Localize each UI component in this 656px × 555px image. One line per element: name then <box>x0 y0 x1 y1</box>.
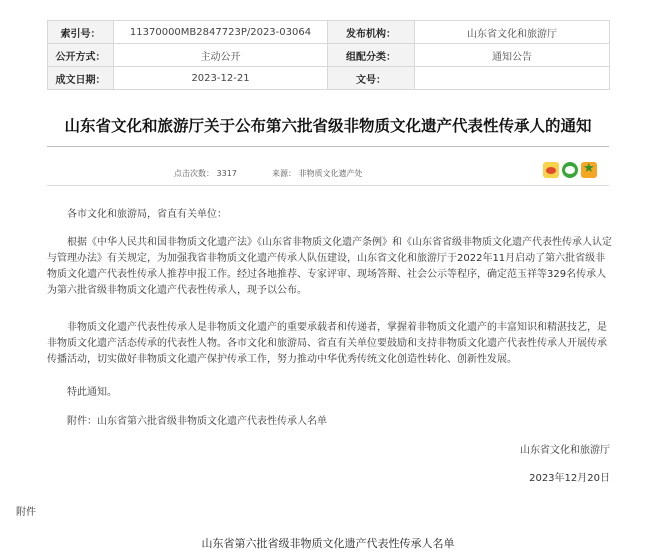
issuer-value: 山东省文化和旅游厅 <box>415 21 610 44</box>
document-meta-table <box>47 20 610 90</box>
body-paragraph-2: 非物质文化遗产代表性传承人是非物质文化遗产的重要承载者和传递者，掌握着非物质文化遗产的丰富知识和精湛技艺，是非物质文化遗产活态传承的代表性人物。各市文化和旅游局、省直有关单位要鼓励和支持非物质文化遗产代表性传承人开展传承传播活动，切实做好非物质文化遗产保护传承工作，努力推动中华优秀传统文化创造性转化、创新性发展。 <box>47 322 607 365</box>
index-value: 11370000MB2847723P/2023-03064 <box>114 21 328 44</box>
category-label: 组配分类： <box>328 44 415 67</box>
body-paragraph-1: 根据《中华人民共和国非物质文化遗产法》《山东省非物质文化遗产条例》和《山东省省级非物质文化遗产代表性传承人认定与管理办法》有关规定，为加强我省非物质文化遗产传承人队伍建设，山东省文化和旅游厅于2022年11月启动了第六批省级非物质文化遗产代表性传承人推荐申报工作。经过各地推荐、专家评审、现场答辩、社会公示等程序，确定范玉祥等329名传承人为第六批省级非物质文化遗产代表性传承人，现予以公布。 <box>47 237 612 296</box>
share-toolbar <box>543 162 597 178</box>
date-value: 2023-12-21 <box>114 67 328 90</box>
open-mode-label: 公开方式： <box>48 44 114 67</box>
doc-number-value <box>415 67 610 90</box>
title-divider <box>47 146 609 147</box>
issuer-signature: 山东省文化和旅游厅 <box>520 445 610 456</box>
index-label: 索引号： <box>48 21 114 44</box>
meta-row-open <box>48 44 610 67</box>
info-divider <box>47 185 609 186</box>
doc-number-label: 文号： <box>328 67 415 90</box>
category-value: 通知公告 <box>415 44 610 67</box>
weibo-icon[interactable] <box>543 162 559 178</box>
issuer-label: 发布机构： <box>328 21 415 44</box>
attachment-heading: 附件 <box>16 507 36 518</box>
meta-row-date <box>48 67 610 90</box>
hit-count: 点击次数： 3317 <box>174 169 237 178</box>
meta-row-index <box>48 21 610 44</box>
closing-notice: 特此通知。 <box>67 387 117 398</box>
page-title: 山东省文化和旅游厅关于公布第六批省级非物质文化遗产代表性传承人的通知 <box>64 117 592 135</box>
date-label: 成文日期： <box>48 67 114 90</box>
attachment-line: 附件：山东省第六批省级非物质文化遗产代表性传承人名单 <box>67 416 327 427</box>
wechat-icon[interactable] <box>562 162 578 178</box>
article-source: 来源： 非物质文化遗产处 <box>272 169 363 178</box>
signature-date: 2023年12月20日 <box>529 473 610 484</box>
open-mode-value: 主动公开 <box>114 44 328 67</box>
salutation: 各市文化和旅游局，省直有关单位： <box>67 209 227 220</box>
favorite-icon[interactable] <box>581 162 597 178</box>
attachment-list-title: 山东省第六批省级非物质文化遗产代表性传承人名单 <box>201 537 455 550</box>
